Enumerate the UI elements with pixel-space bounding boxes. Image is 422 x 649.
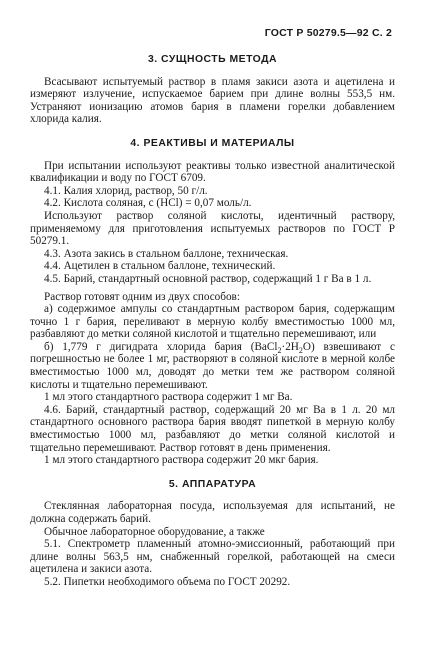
item-4-3: 4.3. Азота закись в стальном баллоне, техническая. [44, 247, 289, 260]
item-5-2: 5.2. Пипетки необходимого объема по ГОСТ 20292. [44, 575, 291, 588]
section-3-heading: 3. СУЩНОСТЬ МЕТОДА [147, 54, 278, 65]
method-b-sub-1: 2 [277, 346, 282, 356]
running-header: ГОСТ Р 50279.5—92 С. 2 [264, 27, 392, 39]
section-5-paragraph-1: Стеклянная лабораторная посуда, используемая для испытаний, не должна содержать барий. [30, 500, 395, 525]
item-4-2: 4.2. Кислота соляная, с (HCl) = 0,07 моль/л. [44, 197, 252, 210]
section-3-paragraph: Всасывают испытуемый раствор в пламя закиси азота и ацетилена и измеряют излучение, испускаемое барием при длине волны 553,5 нм. Устраняют ионизацию атомов бария в пламени горелки добавлением хлорида калия. [30, 75, 395, 126]
item-4-5: 4.5. Барий, стандартный основной раствор, содержащий 1 г Ba в 1 л. [44, 272, 372, 285]
method-b-sub-2: 2 [298, 346, 303, 356]
document-body [30, 54, 395, 589]
item-4-6: 4.6. Барий, стандартный раствор, содержащий 20 мг Ba в 1 л. 20 мл стандартного основного раствора бария вводят пипеткой в мерную колбу вместимостью 1000 мл, разбавляют до метки соляной кислотой и тщательно перемешивают. Раствор готовят в день применения. [30, 403, 395, 454]
section-5-paragraph-2: Обычное лабораторное оборудование, а также [44, 525, 265, 538]
method-a: а) содержимое ампулы со стандартным раствором бария, содержащим точно 1 г бария, переливают в мерную колбу вместимостью 1000 мл, разбавляют до метки соляной кислотой и тщательно перемешивают, или [30, 303, 395, 341]
section-5-heading: 5. АППАРАТУРА [168, 478, 257, 490]
method-b-text-1: б) 1,779 г дигидрата хлорида бария (BaCl [44, 340, 278, 353]
method-b-text-3: O) взвешивают с погрешностью не более 1 мг, растворяют в соляной кислоте в мерной колбе вместимостью 1000 мл, доводят до метки тем же раствором соляной кислоты и тщательно перемешивают. [30, 340, 395, 391]
method-b-text-2: ·2H [281, 340, 299, 353]
item-5-1: 5.1. Спектрометр пламенный атомно-эмиссионный, работающий при длине волны 563,5 нм, снабженный горелкой, работающей на смеси ацетилена и закиси азота. [30, 538, 395, 576]
section-4-intro: При испытании используют реактивы только известной аналитической квалификации и воду по ГОСТ 6709. [30, 159, 395, 185]
preparation-intro: Раствор готовят одним из двух способов: [44, 290, 240, 303]
concentration-note-2: 1 мл этого стандартного раствора содержит 20 мкг бария. [44, 454, 319, 467]
concentration-note-1: 1 мл этого стандартного раствора содержит 1 мг Ba. [44, 391, 293, 404]
item-4-2-note: Используют раствор соляной кислоты, идентичный раствору, применяемому для приготовления испытуемых растворов по ГОСТ Р 50279.1. [30, 209, 395, 248]
method-b [30, 341, 395, 391]
item-4-1: 4.1. Калия хлорид, раствор, 50 г/л. [44, 184, 208, 197]
item-4-4: 4.4. Ацетилен в стальном баллоне, технический. [44, 260, 276, 273]
section-4-heading: 4. РЕАКТИВЫ И МАТЕРИАЛЫ [130, 137, 295, 149]
